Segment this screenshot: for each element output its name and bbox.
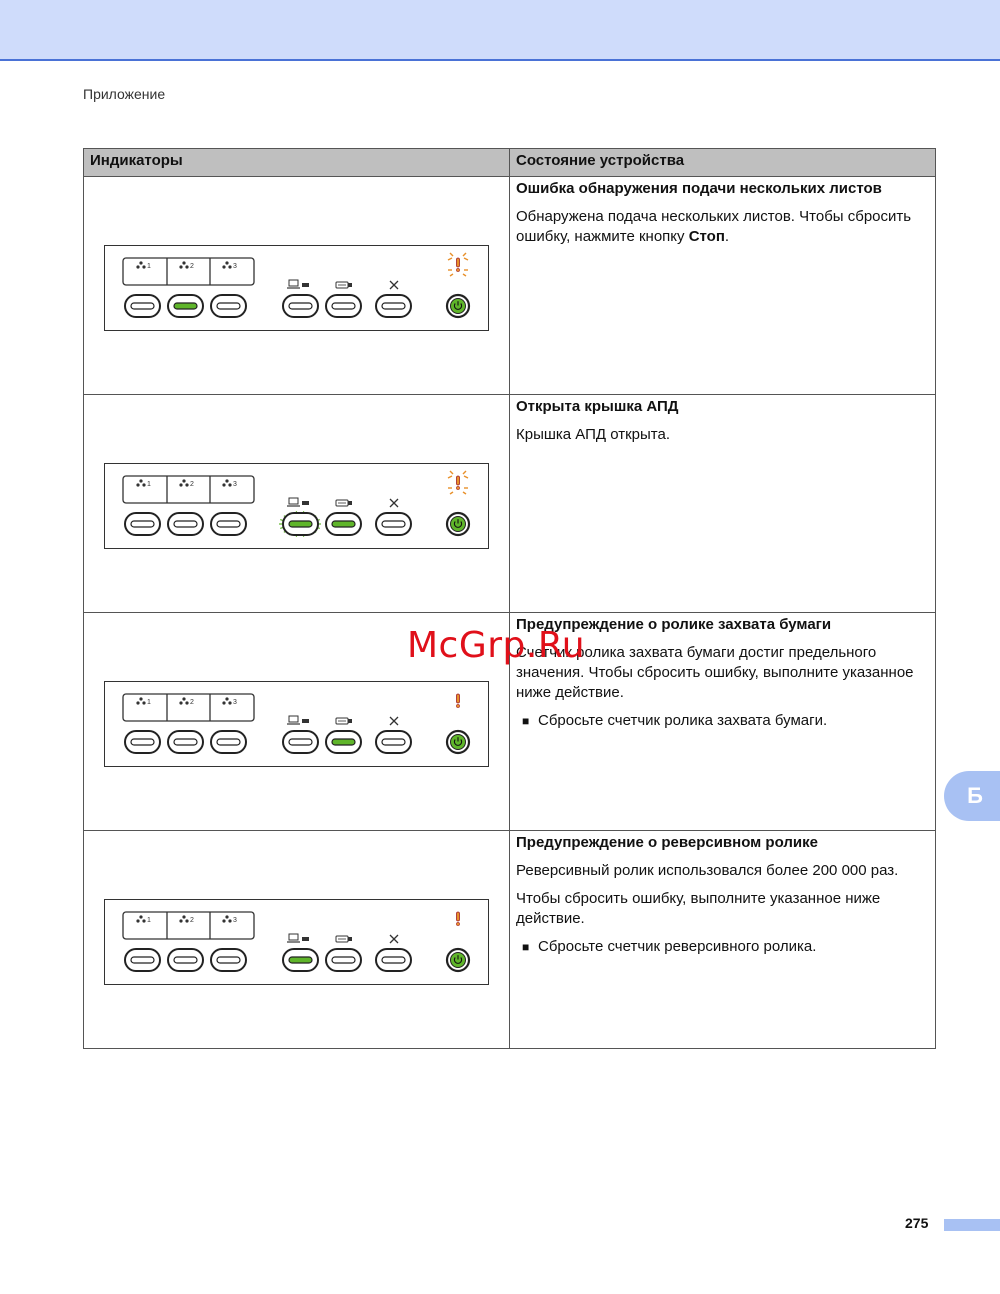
state-description: Реверсивный ролик использовался более 200 000 раз.	[516, 862, 899, 879]
alert-ray	[463, 253, 466, 256]
slot-icon	[136, 261, 145, 268]
alert-bar	[457, 912, 460, 921]
button-led-off	[174, 739, 197, 745]
page-number: 275	[905, 1215, 929, 1231]
stop-icon	[390, 717, 398, 725]
alert-dot	[456, 704, 459, 707]
button-led-off	[332, 303, 355, 309]
button-led-off	[131, 739, 154, 745]
slot-icon	[179, 479, 188, 486]
slot-dot	[182, 261, 185, 264]
slot-dot	[228, 265, 231, 268]
button-led-off	[382, 739, 405, 745]
slot-icon	[222, 697, 231, 704]
header-state: Состояние устройства	[510, 149, 936, 177]
power-led	[451, 299, 466, 314]
slot-dot	[185, 483, 188, 486]
indicator-table	[83, 148, 936, 1049]
state-title: Ошибка обнаружения подачи нескольких листов	[516, 180, 882, 197]
alert-icon	[448, 253, 468, 276]
pc-scan-icon	[287, 934, 309, 942]
panel-graphic	[105, 246, 490, 332]
state-title: Открыта крышка АПД	[516, 398, 679, 415]
usb-icon	[336, 718, 352, 724]
slot-dot	[136, 701, 139, 704]
pc-plug	[302, 719, 309, 723]
slot-label: 1	[147, 263, 151, 270]
button-led-off	[289, 739, 312, 745]
slot-dot	[222, 483, 225, 486]
table-row	[84, 831, 936, 1049]
alert-ray	[463, 274, 466, 276]
slot-dot	[182, 479, 185, 482]
usb-tip	[348, 937, 352, 941]
description-end: .	[724, 228, 730, 245]
state-title: Предупреждение о ролике захвата бумаги	[516, 616, 832, 633]
slot-dot	[136, 483, 139, 486]
table-row	[84, 177, 936, 395]
slot-label: 3	[233, 917, 237, 924]
slot-icon	[136, 479, 145, 486]
slot-dot	[225, 479, 228, 482]
button-led-off	[332, 957, 355, 963]
alert-bar	[457, 694, 460, 703]
slot-dot	[142, 265, 145, 268]
alert-dot	[456, 922, 459, 925]
action-bullet	[516, 937, 929, 957]
pc-plug	[302, 501, 309, 505]
usb-icon	[336, 936, 352, 942]
button-led-off	[217, 303, 240, 309]
pc-screen	[289, 934, 298, 940]
button-led-on	[332, 739, 355, 745]
pc-plug	[302, 937, 309, 941]
usb-tip	[348, 719, 352, 723]
indicator-cell	[84, 395, 510, 613]
button-led-off	[217, 739, 240, 745]
button-led-off	[382, 303, 405, 309]
button-led-off	[174, 521, 197, 527]
pc-plug	[302, 283, 309, 287]
bullet-text: Сбросьте счетчик реверсивного ролика.	[538, 938, 817, 955]
stop-keyword: Стоп	[688, 228, 725, 245]
indicator-cell	[84, 831, 510, 1049]
slot-dot	[139, 697, 142, 700]
slot-dot	[142, 919, 145, 922]
button-led-off	[174, 957, 197, 963]
slot-label: 2	[190, 917, 194, 924]
button-led-off	[131, 303, 154, 309]
slot-dot	[222, 265, 225, 268]
alert-ray	[450, 492, 453, 494]
slot-dot	[139, 915, 142, 918]
alert-ray	[464, 258, 468, 260]
usb-icon	[336, 500, 352, 506]
alert-ray	[450, 274, 453, 276]
state-description: Счетчик ролика захвата бумаги достиг предельного значения. Чтобы сбросить ошибку, выполните указанное ниже действие.	[516, 644, 914, 701]
header-indicators: Индикаторы	[84, 149, 510, 177]
slot-dot	[225, 697, 228, 700]
power-led	[451, 735, 466, 750]
slot-dot	[182, 915, 185, 918]
watermark: McGrp.Ru	[407, 625, 586, 666]
page-number-bar	[944, 1219, 1000, 1231]
alert-bar	[457, 258, 460, 267]
alert-ray	[463, 492, 466, 494]
button-led-off	[289, 303, 312, 309]
slot-label: 1	[147, 481, 151, 488]
alert-ray	[464, 476, 468, 478]
slot-dot	[185, 919, 188, 922]
alert-icon	[456, 912, 459, 926]
description-text: Обнаружена подача нескольких листов. Чтобы сбросить ошибку, нажмите кнопку	[516, 208, 912, 245]
slot-label: 2	[190, 263, 194, 270]
slot-dot	[185, 701, 188, 704]
alert-ray	[450, 253, 453, 256]
alert-ray	[448, 258, 452, 260]
slot-dot	[139, 479, 142, 482]
button-led-off	[131, 521, 154, 527]
button-led-on	[332, 521, 355, 527]
slot-dot	[182, 697, 185, 700]
slot-dot	[179, 483, 182, 486]
control-panel	[104, 681, 489, 767]
alert-dot	[456, 486, 459, 489]
state-description-2: Чтобы сбросить ошибку, выполните указанное ниже действие.	[516, 890, 881, 927]
slot-icon	[222, 261, 231, 268]
slot-dot	[228, 701, 231, 704]
pc-screen	[289, 498, 298, 504]
pc-screen	[289, 280, 298, 286]
state-description: Крышка АПД открыта.	[516, 426, 671, 443]
button-led-on	[174, 303, 197, 309]
button-led-off	[131, 957, 154, 963]
header-band	[0, 0, 1000, 61]
alert-ray	[448, 476, 452, 478]
table-row	[84, 395, 936, 613]
state-description	[516, 207, 929, 247]
state-cell	[510, 395, 936, 613]
usb-tip	[348, 501, 352, 505]
slot-icon	[179, 915, 188, 922]
slot-icon	[136, 915, 145, 922]
slot-icon	[179, 261, 188, 268]
chapter-tab[interactable]: Б	[944, 771, 1000, 821]
slot-icon	[222, 915, 231, 922]
stop-icon	[390, 935, 398, 943]
button-led-on	[289, 957, 312, 963]
usb-icon	[336, 282, 352, 288]
alert-bar	[457, 476, 460, 485]
alert-ray	[463, 471, 466, 474]
slot-label: 2	[190, 481, 194, 488]
bullet-icon: ■	[522, 940, 530, 954]
stop-icon	[390, 281, 398, 289]
state-title: Предупреждение о реверсивном ролике	[516, 834, 818, 851]
stop-icon	[390, 499, 398, 507]
power-led	[451, 517, 466, 532]
slot-icon	[179, 697, 188, 704]
bullet-icon: ■	[522, 714, 530, 728]
button-led-on	[289, 521, 312, 527]
state-cell	[510, 831, 936, 1049]
slot-dot	[228, 919, 231, 922]
indicator-cell	[84, 177, 510, 395]
button-led-off	[217, 957, 240, 963]
slot-icon	[136, 697, 145, 704]
pc-scan-icon	[287, 498, 309, 506]
slot-dot	[136, 919, 139, 922]
slot-dot	[185, 265, 188, 268]
panel-graphic	[105, 464, 490, 550]
slot-dot	[225, 261, 228, 264]
slot-dot	[225, 915, 228, 918]
control-panel	[104, 245, 489, 331]
pc-scan-icon	[287, 716, 309, 724]
slot-dot	[179, 265, 182, 268]
slot-dot	[139, 261, 142, 264]
panel-graphic	[105, 682, 490, 768]
button-led-off	[217, 521, 240, 527]
alert-icon	[448, 471, 468, 494]
pc-scan-icon	[287, 280, 309, 288]
power-led	[451, 953, 466, 968]
bullet-text: Сбросьте счетчик ролика захвата бумаги.	[538, 712, 828, 729]
slot-dot	[142, 483, 145, 486]
action-bullet	[516, 711, 929, 731]
slot-dot	[179, 701, 182, 704]
control-panel	[104, 899, 489, 985]
slot-label: 2	[190, 699, 194, 706]
slot-label: 1	[147, 917, 151, 924]
control-panel	[104, 463, 489, 549]
section-title: Приложение	[83, 86, 166, 102]
slot-dot	[179, 919, 182, 922]
usb-tip	[348, 283, 352, 287]
slot-label: 3	[233, 481, 237, 488]
pc-screen	[289, 716, 298, 722]
button-led-off	[382, 957, 405, 963]
alert-dot	[456, 268, 459, 271]
slot-label: 1	[147, 699, 151, 706]
panel-graphic	[105, 900, 490, 986]
slot-dot	[222, 919, 225, 922]
alert-ray	[450, 471, 453, 474]
slot-icon	[222, 479, 231, 486]
slot-label: 3	[233, 699, 237, 706]
slot-dot	[136, 265, 139, 268]
alert-icon	[456, 694, 459, 708]
slot-label: 3	[233, 263, 237, 270]
slot-dot	[228, 483, 231, 486]
button-led-off	[382, 521, 405, 527]
slot-dot	[222, 701, 225, 704]
state-cell	[510, 177, 936, 395]
slot-dot	[142, 701, 145, 704]
